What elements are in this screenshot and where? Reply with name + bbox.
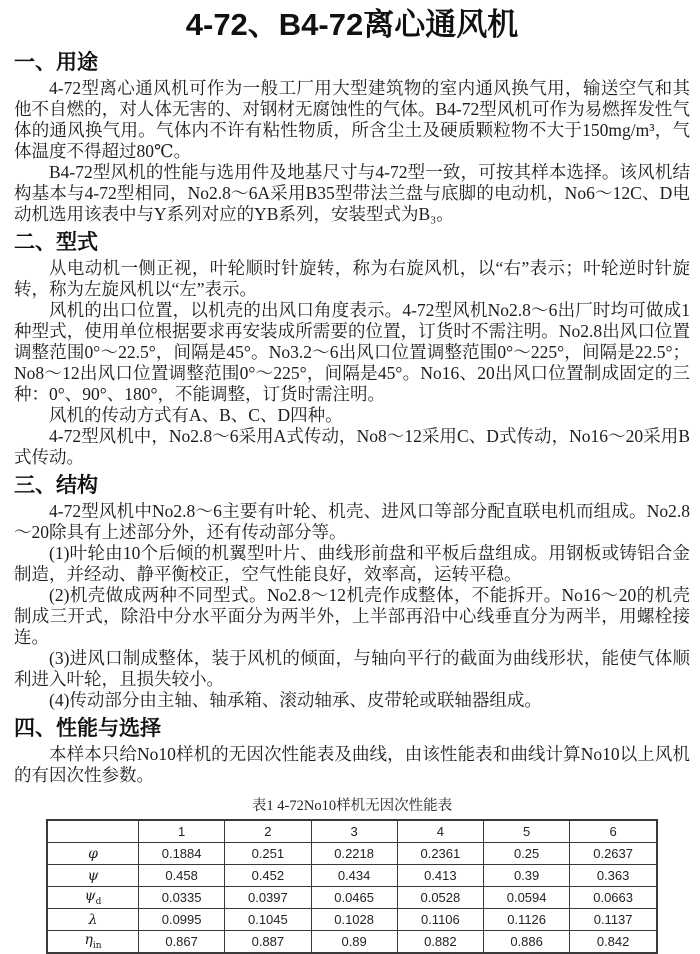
table-cell: 0.458 <box>139 865 225 887</box>
section-heading-usage: 一、用途 <box>14 51 98 74</box>
table-cell: 0.842 <box>570 931 657 954</box>
section-performance <box>14 716 690 786</box>
paragraph: 4-72型风机中，No2.8～6采用A式传动，No8～12采用C、D式传动，No16～20采用B式传动。 <box>14 426 690 467</box>
table-cell: 0.1106 <box>397 909 483 931</box>
paragraph: (3)进风口制成整体，装于风机的倾面，与轴向平行的截面为曲线形状，能使气体顺利进入叶轮，且损失较小。 <box>14 648 690 689</box>
table-caption: 表1 4-72No10样机无因次性能表 <box>251 798 453 814</box>
table-cell: 0.0594 <box>484 887 570 909</box>
section-heading-performance: 四、性能与选择 <box>14 717 161 740</box>
performance-table-body <box>47 843 657 954</box>
paragraph: 本样本只给No10样机的无因次性能表及曲线，由该性能表和曲线计算No10以上风机的有因次性参数。 <box>14 744 690 785</box>
column-header: 1 <box>139 820 225 843</box>
table-cell: 0.39 <box>484 865 570 887</box>
paragraph: B4-72型风机的性能与选用件及地基尺寸与4-72型一致，可按其样本选择。该风机结构基本与4-72型相同，No2.8～6A采用B35型带法兰盘与底脚的电动机，No6～12C、D电动机选用该表中与Y系列对应的YB系列，安装型式为B₃。 <box>14 162 690 224</box>
row-label: $\psi_d$ <box>47 887 139 909</box>
column-header: 4 <box>397 820 483 843</box>
row-label: $\eta_{in}$ <box>47 931 139 954</box>
row-label: φ <box>47 843 139 865</box>
table-cell: 0.0663 <box>570 887 657 909</box>
table-cell: 0.251 <box>225 843 311 865</box>
table-cell: 0.867 <box>139 931 225 954</box>
row-label: ψ <box>47 865 139 887</box>
section-type <box>14 230 690 468</box>
table-cell: 0.25 <box>484 843 570 865</box>
table-row <box>47 931 657 954</box>
section-structure <box>14 473 690 711</box>
table-cell: 0.0465 <box>311 887 397 909</box>
paragraph: 4-72型离心通风机可作为一般工厂用大型建筑物的室内通风换气用，输送空气和其他不自燃的，对人体无害的、对钢材无腐蚀性的气体。B4-72型风机可作为易燃挥发性气体的通风换气用。气体内不许有粘性物质，所含尘土及硬质颗粒物不大于150mg/m³，气体温度不得超过80℃。 <box>14 78 690 161</box>
paragraph: (4)传动部分由主轴、轴承箱、滚动轴承、皮带轮或联轴器组成。 <box>49 690 542 710</box>
paragraph: (2)机壳做成两种不同型式。No2.8～12机壳作成整体，不能拆开。No16～20的机壳制成三开式，除沿中分水平面分为两半外，上半部再沿中心线垂直分为两半，用螺栓接连。 <box>14 585 690 647</box>
table-row <box>47 843 657 865</box>
row-label: λ <box>47 909 139 931</box>
table-cell: 0.1045 <box>225 909 311 931</box>
section-usage <box>14 50 690 225</box>
section-heading-structure: 三、结构 <box>14 474 98 497</box>
table-cell: 0.2637 <box>570 843 657 865</box>
table-cell: 0.1884 <box>139 843 225 865</box>
table-cell: 0.882 <box>397 931 483 954</box>
table-cell: 0.2361 <box>397 843 483 865</box>
paragraph: 从电动机一侧正视，叶轮顺时针旋转，称为右旋风机，以“右”表示；叶轮逆时针旋转，称为左旋风机以“左”表示。 <box>14 258 690 299</box>
table-cell: 0.887 <box>225 931 311 954</box>
column-header: 3 <box>311 820 397 843</box>
paragraph: 风机的传动方式有A、B、C、D四种。 <box>49 405 343 425</box>
corner-cell <box>47 820 139 843</box>
column-header: 6 <box>570 820 657 843</box>
table-cell: 0.0335 <box>139 887 225 909</box>
table-cell: 0.886 <box>484 931 570 954</box>
performance-table-head-row <box>47 820 657 843</box>
table-cell: 0.434 <box>311 865 397 887</box>
table-cell: 0.0528 <box>397 887 483 909</box>
table-cell: 0.452 <box>225 865 311 887</box>
table-row <box>47 865 657 887</box>
section-heading-type: 二、型式 <box>14 231 98 254</box>
table-cell: 0.89 <box>311 931 397 954</box>
paragraph: 风机的出口位置，以机壳的出风口角度表示。4-72型风机No2.8～6出厂时均可做成1种型式，使用单位根据要求再安装成所需要的位置，订货时不需注明。No2.8出风口位置调整范围0°～22.5°，间隔是45°。No3.2～6出风口位置调整范围0°～225°，间隔是22.5°；No8～12出风口位置调整范围0°～225°，间隔是45°。No16、20出风口位置制成固定的三种：0°、90°、180°，不能调整，订货时需注明。 <box>14 300 690 404</box>
column-header: 2 <box>225 820 311 843</box>
table-cell: 0.363 <box>570 865 657 887</box>
column-header: 5 <box>484 820 570 843</box>
table-cell: 0.2218 <box>311 843 397 865</box>
table-cell: 0.1126 <box>484 909 570 931</box>
table-row <box>47 909 657 931</box>
table-cell: 0.0995 <box>139 909 225 931</box>
table-cell: 0.1028 <box>311 909 397 931</box>
page-title: 4-72、B4-72离心通风机 <box>185 7 519 42</box>
table-cell: 0.413 <box>397 865 483 887</box>
table-cell: 0.0397 <box>225 887 311 909</box>
paragraph: (1)叶轮由10个后倾的机翼型叶片、曲线形前盘和平板后盘组成。用钢板或铸铝合金制造，并经动、静平衡校正，空气性能良好，效率高，运转平稳。 <box>14 543 690 584</box>
table-cell: 0.1137 <box>570 909 657 931</box>
table-row <box>47 887 657 909</box>
paragraph: 4-72型风机中No2.8～6主要有叶轮、机壳、进风口等部分配直联电机而组成。No2.8～20除具有上述部分外，还有传动部分等。 <box>14 501 690 542</box>
